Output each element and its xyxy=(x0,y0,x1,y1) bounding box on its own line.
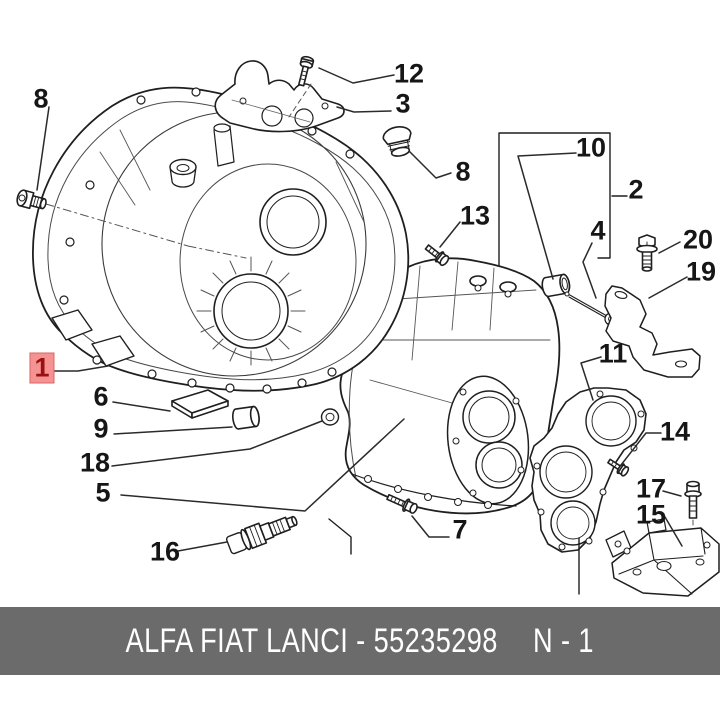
callout-13-4[interactable]: 13 xyxy=(459,200,491,231)
caption-part-number: ALFA FIAT LANCI - 55235298 xyxy=(125,621,499,660)
callout-14-16[interactable]: 14 xyxy=(659,416,691,447)
callout-12-1[interactable]: 12 xyxy=(393,58,425,89)
callout-7-18[interactable]: 7 xyxy=(452,514,468,545)
callout-8-0[interactable]: 8 xyxy=(33,83,49,114)
callout-6-12[interactable]: 6 xyxy=(93,381,109,412)
callout-17-19[interactable]: 17 xyxy=(635,473,667,504)
callout-19-9[interactable]: 19 xyxy=(685,256,717,287)
callout-4-7[interactable]: 4 xyxy=(590,215,606,246)
callout-2-6[interactable]: 2 xyxy=(628,174,644,205)
callout-10-5[interactable]: 10 xyxy=(575,132,607,163)
caption-bar xyxy=(0,607,720,675)
callout-1-11[interactable]: 1 xyxy=(29,353,54,384)
callout-11-10[interactable]: 11 xyxy=(598,338,628,369)
callout-9-13[interactable]: 9 xyxy=(93,413,109,444)
callout-20-8[interactable]: 20 xyxy=(682,224,714,255)
caption-row xyxy=(126,622,594,661)
callout-18-14[interactable]: 18 xyxy=(79,447,111,478)
callout-8-3[interactable]: 8 xyxy=(455,156,471,187)
caption-page-ref: N - 1 xyxy=(533,621,595,660)
callout-16-17[interactable]: 16 xyxy=(149,536,181,567)
callout-3-2[interactable]: 3 xyxy=(395,88,411,119)
callout-5-15[interactable]: 5 xyxy=(95,477,111,508)
callout-15-20[interactable]: 15 xyxy=(635,499,667,530)
